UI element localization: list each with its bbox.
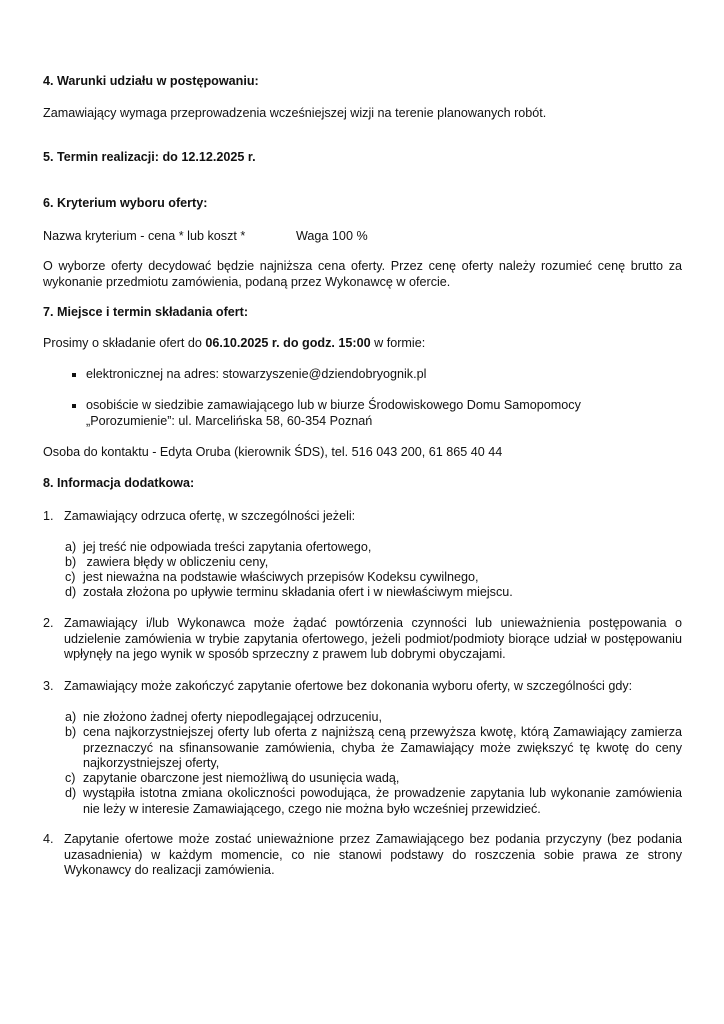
bullet-square-icon — [72, 373, 76, 377]
deadline-date: 06.10.2025 r. do godz. 15:00 — [205, 336, 371, 350]
bullet-text: osobiście w siedzibie zamawiającego lub w biurze Środowiskowego Domu Samopomocy „Porozumienie”: ul. Marcelińska 58, 60-354 Poznań — [86, 398, 581, 428]
item-number: 4. — [43, 832, 54, 846]
sub-text: jej treść nie odpowiada treści zapytania ofertowego, — [83, 540, 372, 554]
criterion-row — [43, 229, 682, 245]
sub-letter: c) — [65, 771, 76, 785]
sub-text: zawiera błędy w obliczeniu ceny, — [83, 555, 269, 569]
sub-text: została złożona po upływie terminu składania ofert i w niewłaściwym miejscu. — [83, 585, 513, 599]
sub-letter: c) — [65, 570, 76, 584]
section-4-body: Zamawiający wymaga przeprowadzenia wcześniejszej wizji na terenie planowanych robót. — [43, 106, 547, 120]
sub-text: nie złożono żadnej oferty niepodlegającej odrzuceniu, — [83, 710, 382, 724]
sub-letter: d) — [65, 786, 77, 800]
sub-letter: b) — [65, 555, 77, 569]
section-6-body: O wyborze oferty decydować będzie najniższa cena oferty. Przez cenę oferty należy rozumieć cenę brutto za wykonanie przedmiotu zamówienia, podaną przez Wykonawcę w ofercie. — [43, 259, 682, 289]
sub-letter: a) — [65, 540, 77, 554]
item-number: 3. — [43, 679, 54, 693]
bullet-square-icon — [72, 404, 76, 408]
item-text: Zamawiający i/lub Wykonawca może żądać powtórzenia czynności lub unieważnienia postępowania o udzielenie zamówienia w trybie zapytania ofertowego, jeżeli podmiot/podmioty biorące udział w postępowaniu wpłynęły na jego wynik w sposób sprzeczny z prawem lub dobrymi obyczajami. — [64, 616, 682, 661]
sub-text: zapytanie obarczone jest niemożliwą do usunięcia wadą, — [83, 771, 400, 785]
section-8-heading: 8. Informacja dodatkowa: — [43, 476, 195, 490]
item-text: Zamawiający odrzuca ofertę, w szczególności jeżeli: — [64, 509, 356, 523]
sub-letter: b) — [65, 725, 77, 739]
sub-text: cena najkorzystniejszej oferty lub oferta z najniższą ceną przewyższa kwotę, którą Zamawiający zamierza przeznaczyć na sfinansowanie zamówienia, chyba że Zamawiający może zwiększyć tę kwotę do ceny najkorzystniejszej oferty, — [83, 725, 682, 770]
item-text: Zapytanie ofertowe może zostać unieważnione przez Zamawiającego bez podania przyczyny (bez podania uzasadnienia) w każdym momencie, co nie stanowi podstawy do roszczenia sobie prawa ze strony Wykonawcy do realizacji zamówienia. — [64, 832, 682, 877]
intro-prefix: Prosimy o składanie ofert do — [43, 336, 206, 350]
sub-letter: a) — [65, 710, 77, 724]
section-6-heading: 6. Kryterium wyboru oferty: — [43, 196, 208, 210]
item-number: 2. — [43, 616, 54, 630]
criterion-name: Nazwa kryterium - cena * lub koszt * — [43, 229, 246, 243]
section-4-heading: 4. Warunki udziału w postępowaniu: — [43, 74, 259, 88]
bullet-text: elektronicznej na adres: stowarzyszenie@dziendobryognik.pl — [86, 367, 427, 381]
intro-suffix: w formie: — [370, 336, 426, 350]
section-7-intro — [43, 336, 682, 352]
criterion-weight: Waga 100 % — [296, 229, 368, 243]
section-5-heading: 5. Termin realizacji: do 12.12.2025 r. — [43, 150, 256, 164]
sub-text: wystąpiła istotna zmiana okoliczności powodująca, że prowadzenie zapytania lub wykonanie zamówienia nie leży w interesie Zamawiającego, czego nie można było wcześniej przewidzieć. — [83, 786, 682, 816]
item-number: 1. — [43, 509, 54, 523]
item-text: Zamawiający może zakończyć zapytanie ofertowe bez dokonania wyboru oferty, w szczególności gdy: — [64, 679, 633, 693]
sub-letter: d) — [65, 585, 77, 599]
section-7-heading: 7. Miejsce i termin składania ofert: — [43, 305, 249, 319]
sub-text: jest nieważna na podstawie właściwych przepisów Kodeksu cywilnego, — [83, 570, 479, 584]
contact-person: Osoba do kontaktu - Edyta Oruba (kierownik ŚDS), tel. 516 043 200, 61 865 40 44 — [43, 445, 503, 459]
